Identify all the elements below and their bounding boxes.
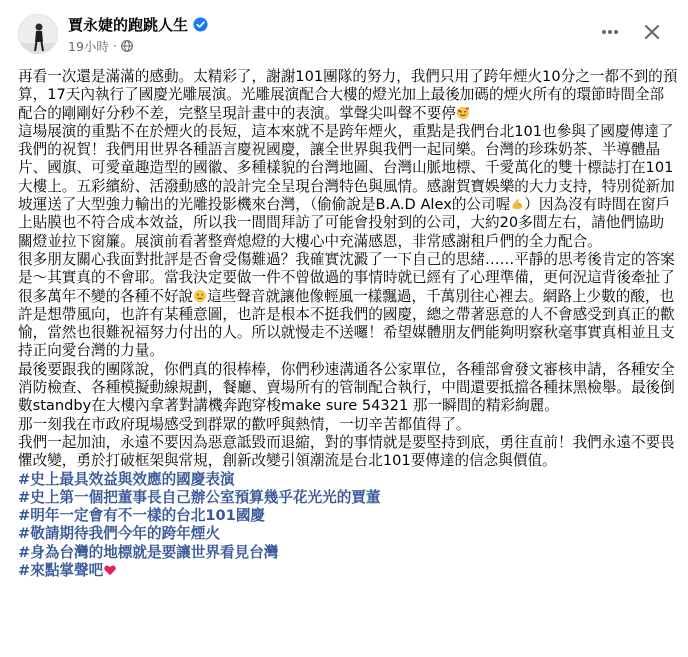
author-name[interactable]: 賈永婕的跑跳人生 xyxy=(68,15,189,34)
author-block xyxy=(68,14,208,55)
hashtag-link[interactable]: #來點掌聲吧 xyxy=(18,562,104,580)
avatar[interactable] xyxy=(18,14,58,54)
last-hashtag-row xyxy=(18,562,678,580)
red-heart-emoji-icon xyxy=(103,563,117,577)
paragraph-2 xyxy=(18,123,678,251)
timestamp[interactable]: 19小時 xyxy=(68,39,109,54)
paragraph-text: 這些聲音就讓他像輕風一樣飄過，千萬別往心裡去。網路上少數的酸，也許是想帶風向，也許有某種意圖，也許是根本不挺我們的國慶，總之帶著惡意的人不會感受到真正的歡愉，當然也很難祝福努力付出的人。所以就慢走不送囉！希望媒體朋友們能夠明察秋毫事實真相並且支持正向愛台灣的力量。 xyxy=(18,287,675,360)
close-icon xyxy=(642,22,662,42)
avatar-image xyxy=(19,15,58,54)
paragraph-4 xyxy=(18,361,678,416)
paragraph-text: 再看一次還是滿滿的感動。太精彩了，謝謝101團隊的努力，我們只用了跨年煙火10分之一都不到的預算，17天內執行了國慶光雕展演。光雕展演配合大樓的燈光加上最後加碼的煙火所有的環節時間全部配合的剛剛好分秒不差，完整呈現計畫中的表演。掌聲尖叫聲不要停 xyxy=(18,68,678,122)
hashtag-link[interactable]: #身為台灣的地標就是要讓世界看見台灣 xyxy=(18,543,279,561)
post-body xyxy=(18,68,678,580)
slightly-smiling-emoji-icon xyxy=(193,289,207,303)
paragraph-text: ）因為沒有時間在窗戶上貼膜也不符合成本效益，所以我一間間拜訪了可能會投射到的公司，大約20多間左右，請他們協助關燈並拉下窗簾。展演前看著整齊熄燈的大樓心中充滿感恩，非常感謝租戶們的全力配合。 xyxy=(18,196,671,250)
more-options-button[interactable] xyxy=(592,14,628,50)
globe-icon[interactable] xyxy=(121,40,133,52)
paragraph-text: 最後要跟我的團隊說，你們真的很棒棒，你們秒速溝通各公家單位，各種部會發文審核申請，各種安全消防檢查、各種模擬動線規劃，餐廳、賣場所有的管制配合執行，中間還要抵擋各種抹黑檢舉。最後倒數standby在大樓內拿著對講機奔跑穿梭make sure 54321 那一瞬間的精彩絢麗。 xyxy=(18,360,675,415)
close-button[interactable] xyxy=(634,14,670,50)
paragraph-6 xyxy=(18,434,678,471)
paragraph-text: 我們一起加油，永遠不要因為惡意詆毀而退縮，對的事情就是要堅持到底，勇往直前！我們永遠不要畏懼改變，勇於打破框架與常規，創新改變引領潮流是台北101要傳達的信念與價值。 xyxy=(18,433,675,470)
paragraph-1 xyxy=(18,68,678,123)
hashtag-link[interactable]: #史上最具效益與效應的國慶表演 xyxy=(18,470,235,488)
paragraph-3 xyxy=(18,251,678,361)
post-actions xyxy=(586,14,670,50)
post-header xyxy=(18,14,670,60)
paragraph-5 xyxy=(18,416,678,434)
hashtag-link[interactable]: #史上第一個把董事長自己辦公室預算幾乎花光光的賈董 xyxy=(18,488,381,506)
more-options-icon xyxy=(600,22,620,42)
smiling-hearts-emoji-icon xyxy=(456,106,470,120)
paragraph-text: 很多朋友關心我面對批評是否會受傷難過？我確實沈澱了一下自己的思緒……平靜的思考後肯定的答案是～其實真的不會耶。當我決定要做一件不曾做過的事情時就已經有了心理準備，更何況這背後牽扯了很多萬年不變的各種不好說 xyxy=(18,250,675,305)
flexed-biceps-emoji-icon xyxy=(510,197,524,211)
verified-badge-icon xyxy=(193,17,208,32)
paragraph-text: 那一刻我在市政府現場感受到群眾的歡呼與熱情，一切辛苦都值得了。 xyxy=(18,415,471,433)
hashtag-link[interactable]: #明年一定會有不一樣的台北101國慶 xyxy=(18,507,266,525)
hashtag-link[interactable]: #敬請期待我們今年的跨年煙火 xyxy=(18,525,220,543)
separator-dot: · xyxy=(112,39,117,53)
paragraph-text: 這場展演的重點不在於煙火的長短，這本來就不是跨年煙火，重點是我們台北101也參與了國慶傳達了我們的祝賀！我們用世界各種語言慶祝國慶，讓全世界與我們一起同樂。台灣的珍珠奶茶、半導體晶片、國旗、可愛童趣造型的國徽、多種樣貌的台灣地圖、台灣山脈地標、千愛萬化的雙十標誌打在101大樓上。五彩繽紛、活潑動感的設計完全呈現台灣特色與風情。感謝賀寶娛樂的大力支持，特別從新加坡運送了大型強力輸出的光雕投影機來台灣，（偷偷說是B.A.D Alex的公司喔 xyxy=(18,122,675,214)
